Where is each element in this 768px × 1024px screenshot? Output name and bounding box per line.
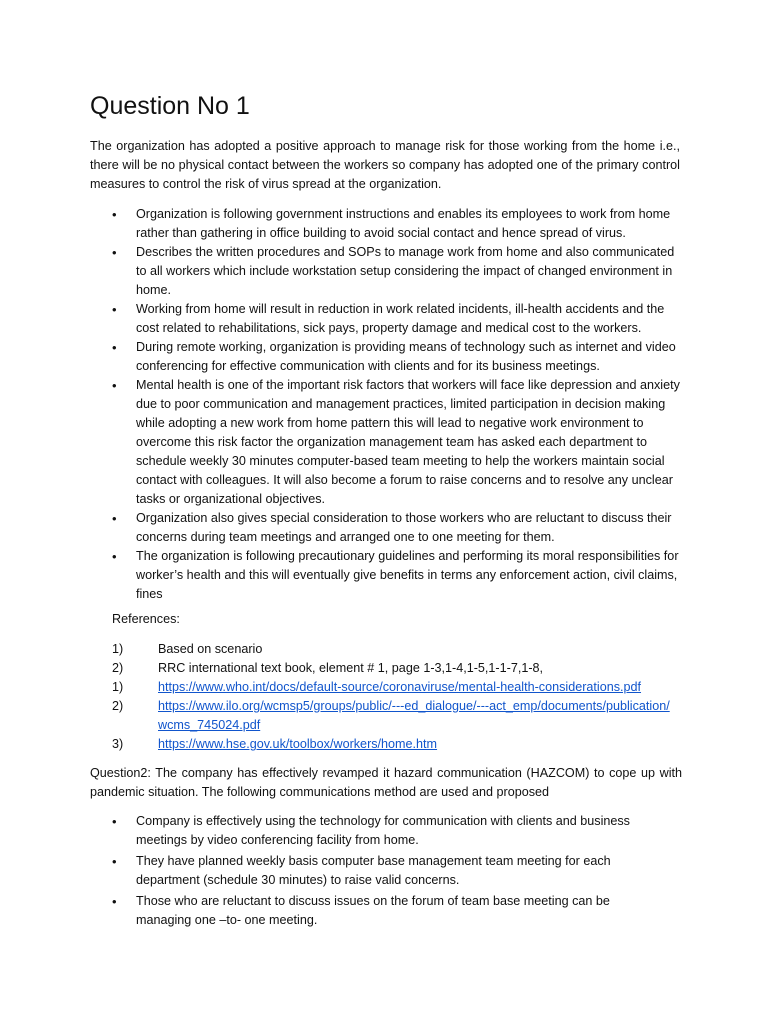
list-item: • Describes the written procedures and SOPs to manage work from home and also communicated to all workers which include workstation setup considering the impact of changed environment in home. bbox=[90, 243, 680, 300]
reference-item bbox=[112, 735, 672, 754]
measures-list bbox=[90, 205, 680, 604]
intro-paragraph: The organization has adopted a positive approach to manage risk for those working from the home i.e., there will be no physical contact between the workers so company has adopted one of the primary control measures to control the risk of virus spread at the organization. bbox=[90, 139, 680, 191]
list-item: • Organization is following government instructions and enables its employees to work from home rather than gathering in office building to avoid social contact and hence spread of virus. bbox=[90, 205, 680, 243]
list-item: • Company is effectively using the technology for communication with clients and business meetings by video conferencing facility from home. bbox=[90, 812, 650, 850]
references-heading: References: bbox=[112, 612, 180, 626]
reference-number: 3) bbox=[112, 737, 124, 751]
question2-paragraph: Question2: The company has effectively revamped it hazard communication (HAZCOM) to cope up with pandemic situation. The following communications method are used and proposed bbox=[90, 766, 682, 799]
reference-item bbox=[112, 659, 672, 678]
list-item: • During remote working, organization is providing means of technology such as internet and video conferencing for effective communication with clients and for its business meetings. bbox=[90, 338, 680, 376]
reference-link[interactable]: https://www.hse.gov.uk/toolbox/workers/home.htm bbox=[158, 737, 438, 751]
list-item: • Organization also gives special consideration to those workers who are reluctant to discuss their concerns during team meetings and arranged one to one meeting for them. bbox=[90, 509, 680, 547]
reference-number: 2) bbox=[112, 661, 124, 675]
list-item: • Those who are reluctant to discuss issues on the forum of team base meeting can be managing one –to- one meeting. bbox=[90, 892, 650, 930]
list-item: • They have planned weekly basis computer base management team meeting for each department (schedule 30 minutes) to raise valid concerns. bbox=[90, 852, 650, 890]
reference-item bbox=[112, 640, 672, 659]
reference-item bbox=[112, 697, 672, 735]
communications-list bbox=[90, 812, 650, 930]
reference-link[interactable]: https://www.who.int/docs/default-source/coronaviruse/mental-health-considerations.pdf bbox=[158, 680, 642, 694]
reference-text: RRC international text book, element # 1, page 1-3,1-4,1-5,1-1-7,1-8, bbox=[158, 661, 544, 675]
list-item: • The organization is following precautionary guidelines and performing its moral responsibilities for worker’s health and this will eventually give benefits in terms any enforcement action, civil claims, fines bbox=[90, 547, 680, 604]
reference-number: 2) bbox=[112, 699, 124, 713]
references-list bbox=[112, 640, 672, 754]
reference-number: 1) bbox=[112, 680, 124, 694]
reference-text: Based on scenario bbox=[158, 642, 263, 656]
list-item: • Working from home will result in reduction in work related incidents, ill-health accidents and the cost related to rehabilitations, sick pays, property damage and medical cost to the workers. bbox=[90, 300, 680, 338]
page-title: Question No 1 bbox=[90, 92, 250, 120]
reference-number: 1) bbox=[112, 642, 124, 656]
list-item: • Mental health is one of the important risk factors that workers will face like depression and anxiety due to poor communication and management practices, limited participation in decision making while adopting a new work from home pattern this will lead to negative work environment to overcome this risk factor the organization management team has asked each department to schedule weekly 30 minutes computer-based team meeting to help the workers maintain social contact with colleagues. It will also become a forum to raise concerns and to resolve any unclear tasks or organizational objectives. bbox=[90, 376, 680, 509]
reference-item bbox=[112, 678, 672, 697]
reference-link[interactable]: https://www.ilo.org/wcmsp5/groups/public/---ed_dialogue/---act_emp/documents/publication/wcms_745024.pdf bbox=[158, 699, 670, 732]
